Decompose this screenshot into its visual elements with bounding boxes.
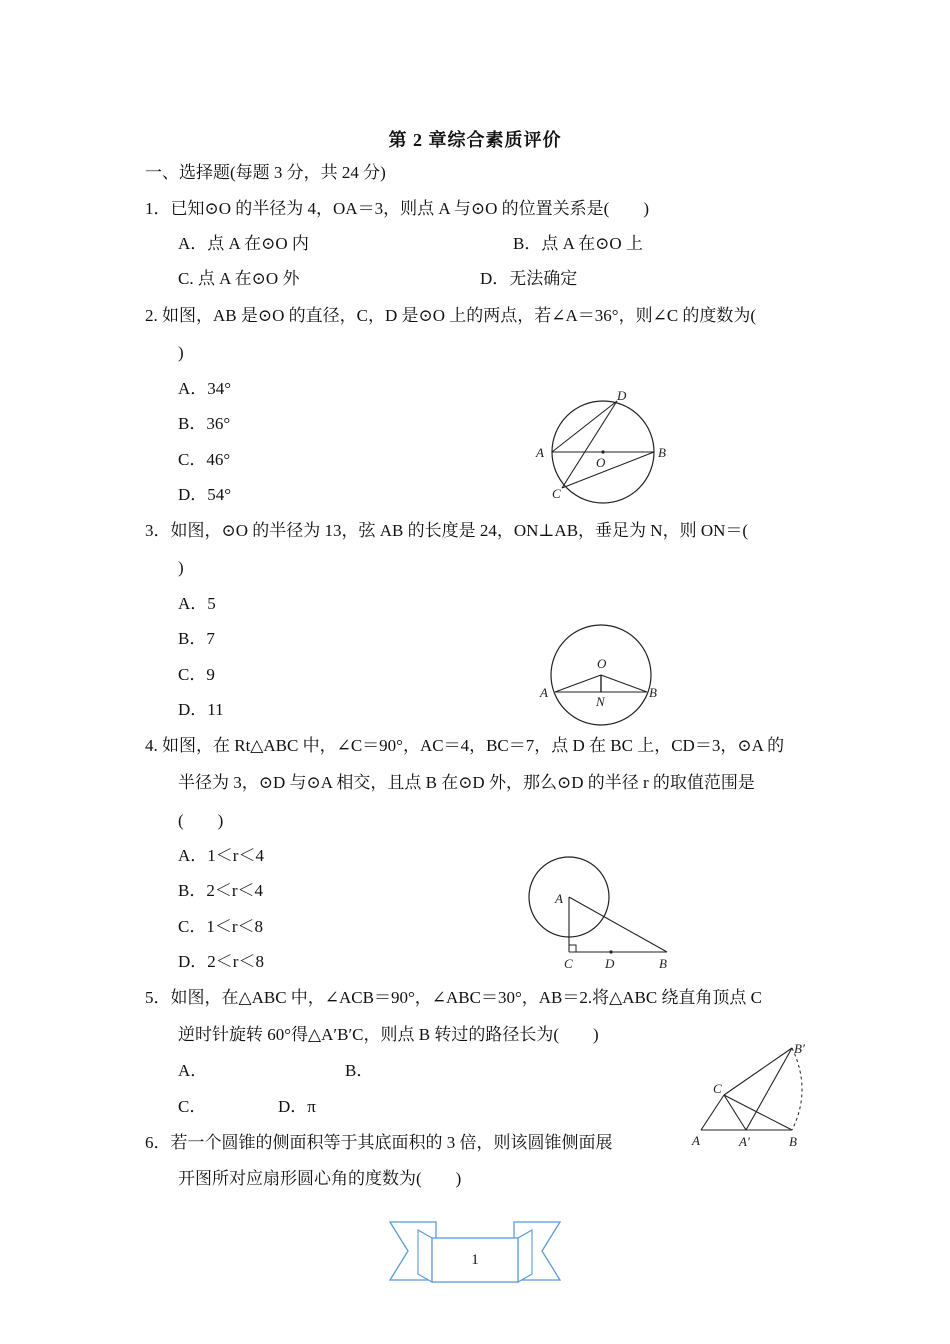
q2-option-a: A．34°: [178, 379, 232, 398]
q5-option-c: C．: [178, 1097, 207, 1116]
q3-option-a: A．5: [178, 594, 216, 613]
q3-option-b: B．7: [178, 629, 215, 648]
q5-stem-cont: 逆时针旋转 60°得△A′B′C，则点 B 转过的路径长为( ): [178, 1025, 599, 1044]
page-number: 1: [471, 1252, 479, 1268]
q2-label-d: D: [617, 388, 627, 403]
q3-stem: 3．如图，⊙O 的半径为 13，弦 AB 的长度是 24，ON⊥AB，垂足为 N，则 ON＝(: [145, 521, 749, 540]
q4-option-d: D．2＜r＜8: [178, 952, 264, 971]
q6-stem-cont: 开图所对应扇形圆心角的度数为( ): [178, 1169, 462, 1188]
section-heading: 一、选择题(每题 3 分，共 24 分): [145, 163, 386, 182]
q5-option-d: D．π: [278, 1097, 316, 1116]
q4-label-b: B: [659, 956, 667, 971]
q1-option-c: C. 点 A 在⊙O 外: [178, 269, 300, 288]
q5-option-b: B．: [345, 1061, 374, 1080]
page-title: 第 2 章综合素质评价: [388, 130, 562, 150]
q5-option-a: A．: [178, 1061, 208, 1080]
q3-label-n: N: [596, 694, 605, 709]
q1-option-a: A．点 A 在⊙O 内: [178, 234, 309, 253]
q5-stem: 5．如图，在△ABC 中，∠ACB＝90°，∠ABC＝30°，AB＝2.将△ABC 绕直角顶点 C: [145, 988, 763, 1007]
q3-figure: [535, 620, 670, 730]
q3-label-o: O: [597, 656, 607, 671]
q5-label-aprime: A′: [739, 1134, 750, 1149]
q1-option-d: D．无法确定: [480, 269, 578, 288]
q2-figure: [530, 385, 680, 505]
q2-option-b: B．36°: [178, 414, 231, 433]
q4-stem-line3: ( ): [178, 811, 224, 830]
q2-option-c: C．46°: [178, 450, 231, 469]
q5-label-bprime: B′: [794, 1041, 805, 1056]
q4-option-b: B．2＜r＜4: [178, 881, 263, 900]
q2-label-a: A: [536, 445, 544, 460]
q4-stem: 4. 如图，在 Rt△ABC 中，∠C＝90°，AC＝4，BC＝7，点 D 在 BC 上，CD＝3，⊙A 的: [145, 736, 785, 755]
q6-stem: 6．若一个圆锥的侧面积等于其底面积的 3 倍，则该圆锥侧面展: [145, 1133, 613, 1152]
q1-option-b: B．点 A 在⊙O 上: [513, 234, 643, 253]
q4-label-d: D: [605, 956, 615, 971]
q1-stem: 1．已知⊙O 的半径为 4，OA＝3，则点 A 与⊙O 的位置关系是( ): [145, 199, 650, 218]
q3-label-b: B: [649, 685, 657, 700]
q5-figure: [685, 1035, 815, 1153]
q4-label-a: A: [555, 891, 563, 906]
q2-label-b: B: [658, 445, 666, 460]
q2-stem-cont: ): [178, 343, 184, 362]
q2-option-d: D．54°: [178, 485, 232, 504]
q3-option-d: D．11: [178, 700, 224, 719]
q3-label-a: A: [540, 685, 548, 700]
q5-label-c: C: [713, 1081, 722, 1096]
q2-stem: 2. 如图，AB 是⊙O 的直径，C，D 是⊙O 上的两点，若∠A＝36°，则∠C 的度数为(: [145, 306, 757, 325]
q3-stem-cont: ): [178, 558, 184, 577]
q4-figure: [525, 850, 675, 975]
q5-label-a: A: [692, 1133, 700, 1148]
q2-label-c: C: [552, 486, 561, 501]
q3-option-c: C．9: [178, 665, 215, 684]
q5-label-b: B: [789, 1134, 797, 1149]
q4-label-c: C: [564, 956, 573, 971]
q4-option-a: A．1＜r＜4: [178, 846, 264, 865]
q4-stem-line2: 半径为 3，⊙D 与⊙A 相交，且点 B 在⊙D 外，那么⊙D 的半径 r 的取值范围是: [178, 773, 755, 792]
q4-option-c: C．1＜r＜8: [178, 917, 263, 936]
q2-label-o: O: [596, 455, 606, 470]
